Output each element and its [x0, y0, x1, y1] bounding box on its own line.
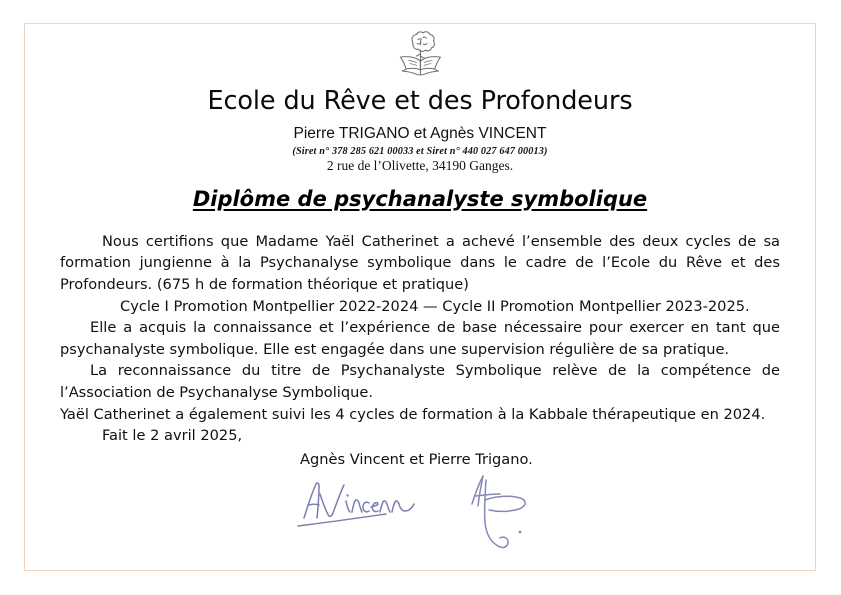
siret-registration-line: (Siret n° 378 285 621 00033 et Siret n° 440 027 647 00013): [292, 145, 548, 157]
cycles-promotions-line: Cycle I Promotion Montpellier 2022-2024 — Cycle II Promotion Montpellier 2023-2025.: [120, 297, 750, 315]
recognition-paragraph: La reconnaissance du titre de Psychanalyste Symbolique relève de la compétence de l’Association de Psychanalyse Symbolique.: [60, 362, 780, 401]
school-logo: [60, 28, 780, 84]
handwritten-signature-icon: [458, 470, 558, 556]
document-title: Diplôme de psychanalyste symbolique: [192, 186, 648, 211]
signers-names-line: Agnès Vincent et Pierre Trigano.: [300, 450, 533, 468]
tree-growing-from-open-book-icon: [387, 28, 453, 82]
document-content: [60, 28, 780, 470]
certificate-body: [60, 231, 780, 471]
certification-paragraph: Nous certifions que Madame Yaël Catherinet a achevé l’ensemble des deux cycles de sa formation jungienne à la Psychanalyse symbolique dans le cadre de l’Ecole du Rêve et des Profondeurs. (675 h de formation théorique et pratique): [60, 232, 780, 293]
signature-pierre-trigano: [458, 470, 558, 556]
school-address: 2 rue de l’Olivette, 34190 Ganges.: [326, 157, 514, 173]
signature-area: [60, 468, 780, 568]
date-line: Fait le 2 avril 2025,: [102, 427, 243, 445]
competence-paragraph: Elle a acquis la connaissance et l’expérience de base nécessaire pour exercer en tant que psychanalyste symbolique. Elle est engagée dans une supervision régulière de sa pratique.: [60, 319, 780, 358]
kabbale-training-line: Yaël Catherinet a également suivi les 4 cycles de formation à la Kabbale thérapeutique en 2024.: [60, 405, 766, 423]
signature-agnes-vincent: [292, 474, 422, 536]
school-name: Ecole du Rêve et des Profondeurs: [207, 86, 633, 116]
handwritten-signature-icon: [292, 474, 422, 536]
directors-line: Pierre TRIGANO et Agnès VINCENT: [293, 124, 547, 142]
